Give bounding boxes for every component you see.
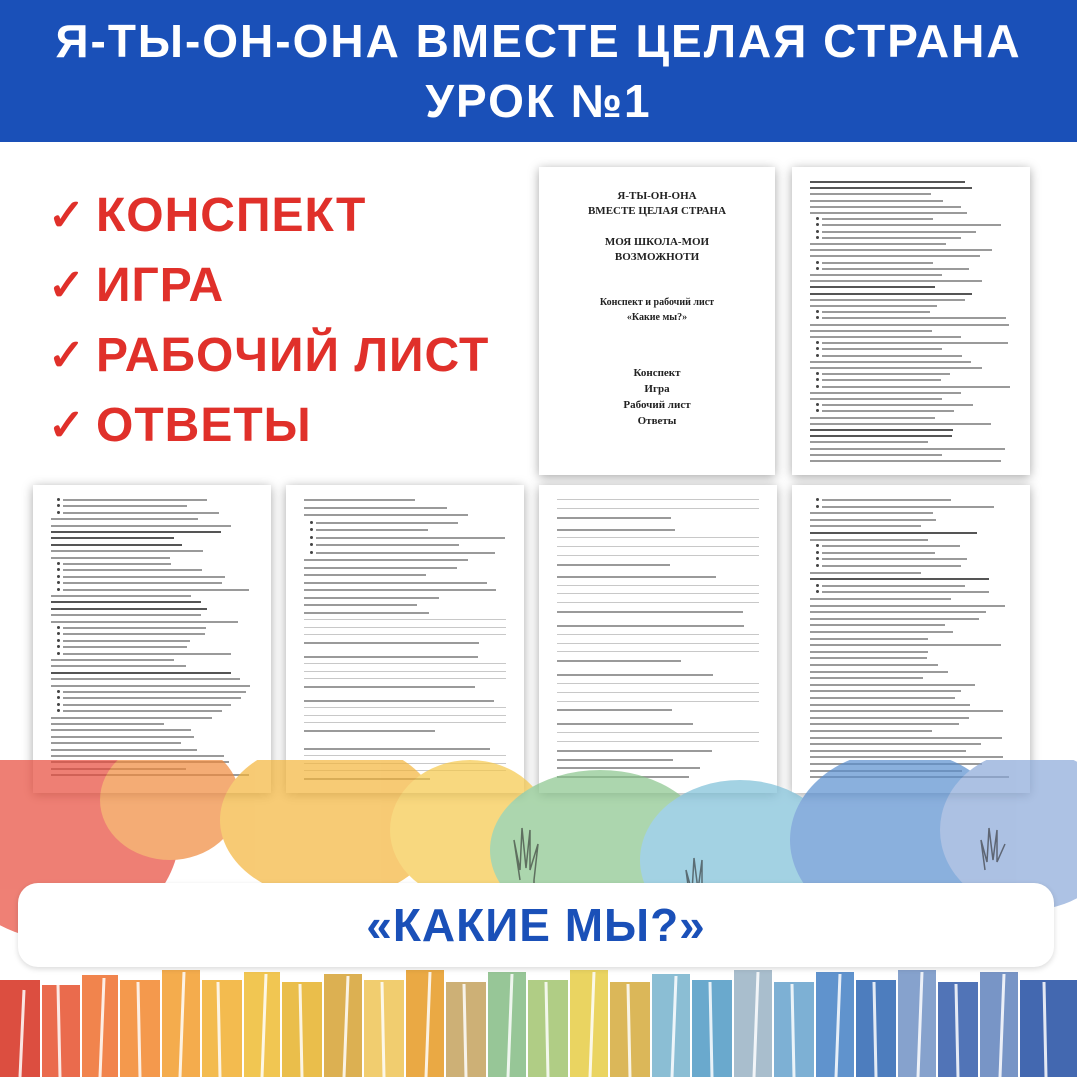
worksheet-page-preview: [286, 485, 524, 793]
text-line: [822, 342, 1008, 344]
checklist-item: [48, 390, 489, 460]
bullet-mark: [816, 409, 819, 412]
bullet-mark: [816, 551, 819, 554]
text-line: [304, 589, 496, 591]
text-line: [822, 218, 933, 220]
text-line: [810, 750, 966, 752]
text-line: [316, 529, 428, 531]
text-line: [63, 653, 231, 655]
text-line: [51, 749, 197, 751]
text-line: [822, 506, 994, 508]
text-line: [316, 552, 495, 554]
text-line: [557, 576, 716, 578]
bullet-mark: [57, 703, 60, 706]
text-line: [810, 638, 928, 640]
text-line: [304, 604, 417, 606]
text-line: [51, 678, 240, 680]
text-line: [810, 697, 955, 699]
text-line: [63, 646, 187, 648]
text-line: [810, 756, 1003, 758]
text-line: [810, 429, 953, 431]
answer-rule: [557, 634, 759, 635]
bullet-mark: [310, 521, 313, 524]
text-line: [51, 557, 170, 559]
text-line: [51, 755, 224, 757]
answer-rule: [557, 701, 759, 702]
bullet-mark: [816, 403, 819, 406]
bullet-mark: [57, 709, 60, 712]
text-line: [822, 404, 973, 406]
text-line: [304, 686, 475, 688]
text-line: [810, 181, 965, 183]
answer-rule: [557, 602, 759, 603]
title-line-2: УРОК №1: [425, 75, 652, 127]
text-line: [822, 262, 933, 264]
bullet-mark: [816, 316, 819, 319]
text-line: [822, 565, 961, 567]
text-line: [822, 237, 961, 239]
text-line: [810, 710, 1003, 712]
lesson-plan-page-preview: [792, 167, 1030, 475]
text-line: [810, 367, 982, 369]
text-line: [810, 206, 961, 208]
cover-contents-item: Рабочий лист: [623, 399, 691, 411]
text-line: [316, 522, 458, 524]
checkmark-icon: ✓: [48, 330, 86, 380]
lesson-plan-page-2-preview: [33, 485, 271, 793]
text-line: [304, 642, 479, 644]
text-line: [51, 672, 231, 674]
checklist-label: ОТВЕТЫ: [96, 398, 312, 452]
bullet-mark: [816, 267, 819, 270]
text-line: [810, 212, 967, 214]
bullet-mark: [57, 588, 60, 591]
bullet-mark: [816, 564, 819, 567]
text-line: [810, 435, 952, 437]
cover-doc-line: «Какие мы?»: [626, 312, 688, 323]
bullet-mark: [816, 385, 819, 388]
bullet-mark: [310, 528, 313, 531]
text-line: [304, 612, 429, 614]
bullet-mark: [816, 223, 819, 226]
text-line: [810, 460, 1001, 462]
text-line: [810, 525, 921, 527]
answer-rule: [557, 643, 759, 644]
answer-rule: [557, 651, 759, 652]
text-line: [822, 545, 960, 547]
text-line: [822, 373, 950, 375]
bullet-mark: [816, 341, 819, 344]
cover-title: [539, 189, 775, 219]
text-line: [63, 563, 171, 565]
text-line: [810, 539, 928, 541]
answer-rule: [304, 755, 506, 756]
bullet-mark: [57, 511, 60, 514]
text-line: [63, 589, 249, 591]
answer-rule: [304, 627, 506, 628]
answer-rule: [557, 683, 759, 684]
text-line: [810, 611, 986, 613]
text-line: [51, 717, 212, 719]
text-line: [810, 572, 921, 574]
answer-rule: [304, 722, 506, 723]
answers-page-preview: [792, 485, 1030, 793]
text-line: [304, 507, 447, 509]
bullet-mark: [57, 498, 60, 501]
bullet-mark: [816, 230, 819, 233]
bullet-mark: [57, 696, 60, 699]
text-line: [63, 576, 225, 578]
bullet-mark: [310, 536, 313, 539]
text-line: [304, 656, 478, 658]
text-line: [63, 633, 205, 635]
text-line: [810, 677, 923, 679]
text-line: [51, 601, 201, 603]
text-line: [810, 651, 928, 653]
text-line: [810, 293, 972, 295]
bullet-mark: [816, 378, 819, 381]
text-line: [304, 597, 439, 599]
text-line: [51, 729, 191, 731]
text-line: [810, 193, 931, 195]
bullet-mark: [816, 590, 819, 593]
answer-rule: [557, 499, 759, 500]
lesson-topic-banner: [18, 883, 1054, 967]
text-line: [810, 737, 1002, 739]
cover-contents: [539, 365, 775, 429]
checkmark-icon: ✓: [48, 400, 86, 450]
text-line: [810, 454, 942, 456]
checklist-label: ИГРА: [96, 258, 225, 312]
bullet-mark: [57, 645, 60, 648]
text-line: [557, 529, 675, 531]
text-line: [557, 660, 681, 662]
text-line: [51, 518, 198, 520]
text-line: [810, 448, 1005, 450]
text-line: [810, 723, 959, 725]
text-line: [810, 200, 943, 202]
bullet-mark: [816, 372, 819, 375]
cover-contents-item: Ответы: [637, 415, 677, 427]
text-line: [63, 640, 190, 642]
bullet-mark: [310, 551, 313, 554]
title-banner: [0, 0, 1077, 142]
text-line: [63, 627, 206, 629]
bullet-mark: [310, 543, 313, 546]
text-line: [810, 730, 932, 732]
text-line: [822, 231, 976, 233]
answer-rule: [557, 508, 759, 509]
answer-rule: [304, 619, 506, 620]
text-line: [51, 742, 181, 744]
text-line: [810, 361, 971, 363]
answer-rule: [304, 707, 506, 708]
text-line: [822, 379, 941, 381]
text-line: [810, 187, 972, 189]
text-line: [810, 324, 1009, 326]
text-line: [316, 544, 459, 546]
text-line: [810, 417, 935, 419]
answer-rule: [557, 537, 759, 538]
bullet-mark: [57, 504, 60, 507]
answer-rule: [304, 678, 506, 679]
bullet-mark: [816, 354, 819, 357]
bullet-mark: [57, 690, 60, 693]
text-line: [51, 537, 174, 539]
lesson-topic-title: «КАКИЕ МЫ?»: [366, 899, 706, 951]
answer-rule: [557, 692, 759, 693]
checklist-item: [48, 180, 489, 250]
bullet-mark: [57, 626, 60, 629]
text-line: [810, 605, 1005, 607]
checklist-item: [48, 320, 489, 390]
text-line: [810, 286, 935, 288]
text-line: [51, 525, 231, 527]
text-line: [810, 330, 932, 332]
text-line: [316, 537, 505, 539]
cover-subtitle: [539, 235, 775, 265]
text-line: [304, 582, 487, 584]
answer-rule: [304, 715, 506, 716]
bullet-mark: [816, 217, 819, 220]
bullet-mark: [57, 575, 60, 578]
text-line: [810, 423, 991, 425]
bullet-mark: [57, 562, 60, 565]
text-line: [822, 348, 942, 350]
text-line: [304, 574, 426, 576]
text-line: [822, 591, 989, 593]
answer-rule: [557, 741, 759, 742]
text-line: [810, 274, 942, 276]
text-line: [51, 544, 182, 546]
text-line: [304, 567, 457, 569]
text-line: [810, 624, 945, 626]
text-line: [810, 717, 969, 719]
cover-subtitle-line: ВОЗМОЖНОТИ: [614, 251, 700, 263]
text-line: [822, 386, 1010, 388]
bullet-mark: [816, 498, 819, 501]
text-line: [810, 704, 970, 706]
text-line: [51, 608, 207, 610]
answer-rule: [304, 663, 506, 664]
bullet-mark: [57, 632, 60, 635]
answer-rule: [304, 634, 506, 635]
text-line: [51, 614, 201, 616]
bullet-mark: [57, 652, 60, 655]
cover-subtitle-line: МОЯ ШКОЛА-МОИ: [604, 236, 710, 248]
text-line: [822, 224, 1001, 226]
cover-title-line: Я-ТЫ-ОН-ОНА: [617, 190, 697, 202]
text-line: [810, 392, 961, 394]
text-line: [51, 659, 174, 661]
answer-rule: [557, 546, 759, 547]
bullet-mark: [816, 505, 819, 508]
worksheet-page-2-preview: [539, 485, 777, 793]
text-line: [557, 611, 743, 613]
text-line: [810, 299, 965, 301]
text-line: [557, 750, 712, 752]
answer-rule: [557, 555, 759, 556]
text-line: [51, 723, 164, 725]
bullet-mark: [57, 568, 60, 571]
text-line: [810, 441, 928, 443]
text-line: [810, 305, 937, 307]
checklist-label: КОНСПЕКТ: [96, 188, 367, 242]
bullet-mark: [57, 639, 60, 642]
checklist-item: [48, 250, 489, 320]
cover-doc-title: [539, 295, 775, 325]
text-line: [63, 569, 202, 571]
text-line: [557, 517, 671, 519]
text-line: [810, 280, 982, 282]
text-line: [810, 743, 981, 745]
answer-rule: [557, 732, 759, 733]
text-line: [51, 685, 250, 687]
text-line: [810, 243, 946, 245]
text-line: [822, 585, 965, 587]
text-line: [810, 671, 948, 673]
text-line: [304, 499, 415, 501]
bullet-mark: [57, 581, 60, 584]
cover-title-line: ВМЕСТЕ ЦЕЛАЯ СТРАНА: [587, 205, 727, 217]
text-line: [63, 704, 231, 706]
text-line: [557, 723, 693, 725]
text-line: [557, 564, 670, 566]
text-line: [822, 410, 954, 412]
answer-rule: [557, 593, 759, 594]
text-line: [810, 657, 927, 659]
text-line: [810, 249, 992, 251]
answer-rule: [557, 585, 759, 586]
bullet-mark: [816, 544, 819, 547]
text-line: [810, 690, 961, 692]
cover-contents-item: Конспект: [633, 367, 681, 379]
cover-doc-line: Конспект и рабочий лист: [599, 297, 715, 308]
text-line: [63, 582, 222, 584]
cover-page-preview: [539, 167, 775, 475]
text-line: [810, 519, 936, 521]
bullet-mark: [816, 347, 819, 350]
text-line: [63, 697, 241, 699]
text-line: [810, 684, 975, 686]
text-line: [557, 709, 672, 711]
text-line: [822, 499, 951, 501]
text-line: [304, 559, 468, 561]
text-line: [51, 621, 238, 623]
text-line: [810, 255, 980, 257]
text-line: [557, 625, 744, 627]
text-line: [822, 268, 969, 270]
bullet-mark: [816, 236, 819, 239]
text-line: [51, 550, 203, 552]
answer-rule: [304, 671, 506, 672]
title-line-1: Я-ТЫ-ОН-ОНА ВМЕСТЕ ЦЕЛАЯ СТРАНА: [55, 15, 1022, 67]
text-line: [304, 514, 468, 516]
checkmark-icon: ✓: [48, 260, 86, 310]
text-line: [63, 710, 222, 712]
text-line: [822, 355, 962, 357]
text-line: [810, 512, 933, 514]
text-line: [822, 317, 1006, 319]
text-line: [810, 631, 953, 633]
cover-contents-item: Игра: [644, 383, 670, 395]
text-line: [810, 664, 938, 666]
text-line: [822, 552, 935, 554]
text-line: [63, 691, 246, 693]
bullet-mark: [816, 557, 819, 560]
checkmark-icon: ✓: [48, 190, 86, 240]
text-line: [51, 531, 221, 533]
text-line: [63, 505, 187, 507]
text-line: [304, 700, 494, 702]
checklist-label: РАБОЧИЙ ЛИСТ: [96, 328, 490, 382]
text-line: [557, 674, 713, 676]
text-line: [810, 336, 961, 338]
text-line: [810, 532, 977, 534]
text-line: [51, 736, 194, 738]
text-line: [810, 578, 989, 580]
text-line: [51, 665, 186, 667]
text-line: [63, 499, 207, 501]
text-line: [810, 644, 1001, 646]
bullet-mark: [816, 261, 819, 264]
contents-checklist: [48, 180, 489, 460]
text-line: [51, 595, 191, 597]
text-line: [810, 598, 951, 600]
text-line: [822, 311, 930, 313]
text-line: [810, 618, 979, 620]
bullet-mark: [816, 584, 819, 587]
text-line: [63, 512, 219, 514]
text-line: [304, 730, 435, 732]
text-line: [822, 558, 967, 560]
text-line: [304, 748, 490, 750]
text-line: [810, 398, 942, 400]
bullet-mark: [816, 310, 819, 313]
